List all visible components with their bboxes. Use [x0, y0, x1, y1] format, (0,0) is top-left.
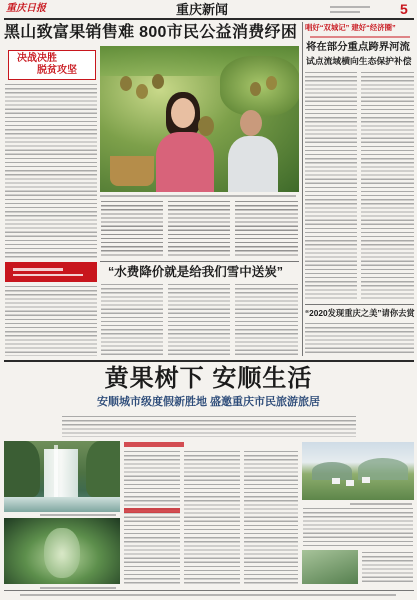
column-divider — [302, 22, 303, 356]
campaign-badge-line1: 决战决胜 — [17, 53, 57, 64]
water-story-headline: “水费降价就是给我们雪中送炭” — [108, 265, 284, 279]
lead-photo-kiwi-orchard — [100, 46, 299, 192]
beauty-story-headline: “2020发现重庆之美”请你去赏 — [305, 308, 415, 318]
feature-right-body-2 — [362, 552, 413, 584]
feature-intro — [62, 416, 356, 437]
feature-subheadline: 安顺城市级度假新胜地 盛邀重庆市民旅游旅居 — [96, 396, 321, 408]
water-body-col3 — [235, 284, 298, 356]
feature-subhead-bar-2 — [124, 508, 180, 513]
feature-photo-small — [302, 550, 358, 584]
paper-logo: 重庆日报 — [6, 3, 46, 14]
kiwi-fruit — [120, 76, 132, 91]
water-body-col2 — [168, 284, 230, 356]
kiwi-in-hand — [198, 116, 214, 136]
lead-body-col3 — [235, 201, 298, 258]
right-headline-line1: 将在部分重点跨界河流 — [306, 42, 410, 53]
water-body-col1 — [101, 284, 163, 356]
kiwi-fruit — [250, 82, 261, 96]
fruit-basket — [110, 156, 154, 186]
kiwi-fruit — [266, 76, 277, 90]
kiwi-fruit — [152, 74, 164, 89]
right-kicker: 唱好“双城记” 建好“经济圈” — [305, 23, 396, 32]
feature-top-rule — [4, 360, 414, 362]
photo-caption — [100, 195, 296, 197]
right-subtitle — [310, 36, 410, 38]
masthead-rule — [4, 18, 414, 20]
waterfall-caption — [40, 514, 116, 516]
red-section-banner — [5, 262, 97, 282]
lead-body-col2 — [168, 201, 230, 258]
footer-rule — [4, 590, 414, 591]
feature-photo-waterfall — [4, 441, 120, 512]
valley-caption — [40, 587, 116, 589]
feature-photo-village — [302, 442, 414, 500]
kiwi-fruit — [136, 84, 148, 99]
woman-shirt — [156, 132, 214, 192]
feature-subhead-bar — [124, 442, 184, 447]
lead-body-left — [5, 84, 97, 258]
right-body-col1 — [305, 72, 357, 300]
feature-body-col1 — [124, 451, 180, 585]
footer-info — [20, 594, 396, 596]
woman-face — [171, 98, 195, 128]
lead-headline: 黑山致富果销售难 800市民公益消费纾困 — [4, 24, 298, 41]
date-line-2 — [330, 11, 360, 13]
beauty-story-rule — [305, 304, 414, 305]
left-lower-body — [5, 286, 97, 356]
beauty-body — [305, 323, 414, 356]
section-title: 重庆新闻 — [176, 2, 229, 17]
lead-body-col1 — [101, 201, 163, 258]
page-number: 5 — [400, 1, 408, 17]
date-line — [330, 6, 370, 8]
village-caption — [350, 503, 412, 505]
man-head — [240, 110, 262, 136]
feature-headline: 黄果树下 安顺生活 — [104, 365, 313, 392]
feature-photo-valley — [4, 518, 120, 584]
campaign-badge-line2: 脱贫攻坚 — [37, 65, 77, 76]
man-shirt — [228, 136, 278, 192]
right-headline-line2: 试点流域横向生态保护补偿 — [306, 56, 412, 66]
water-story-rule — [100, 261, 299, 262]
feature-right-body — [303, 508, 413, 546]
right-body-col2 — [361, 72, 414, 300]
campaign-badge — [8, 50, 96, 80]
feature-body-col3 — [244, 451, 298, 585]
feature-body-col2 — [184, 451, 240, 585]
